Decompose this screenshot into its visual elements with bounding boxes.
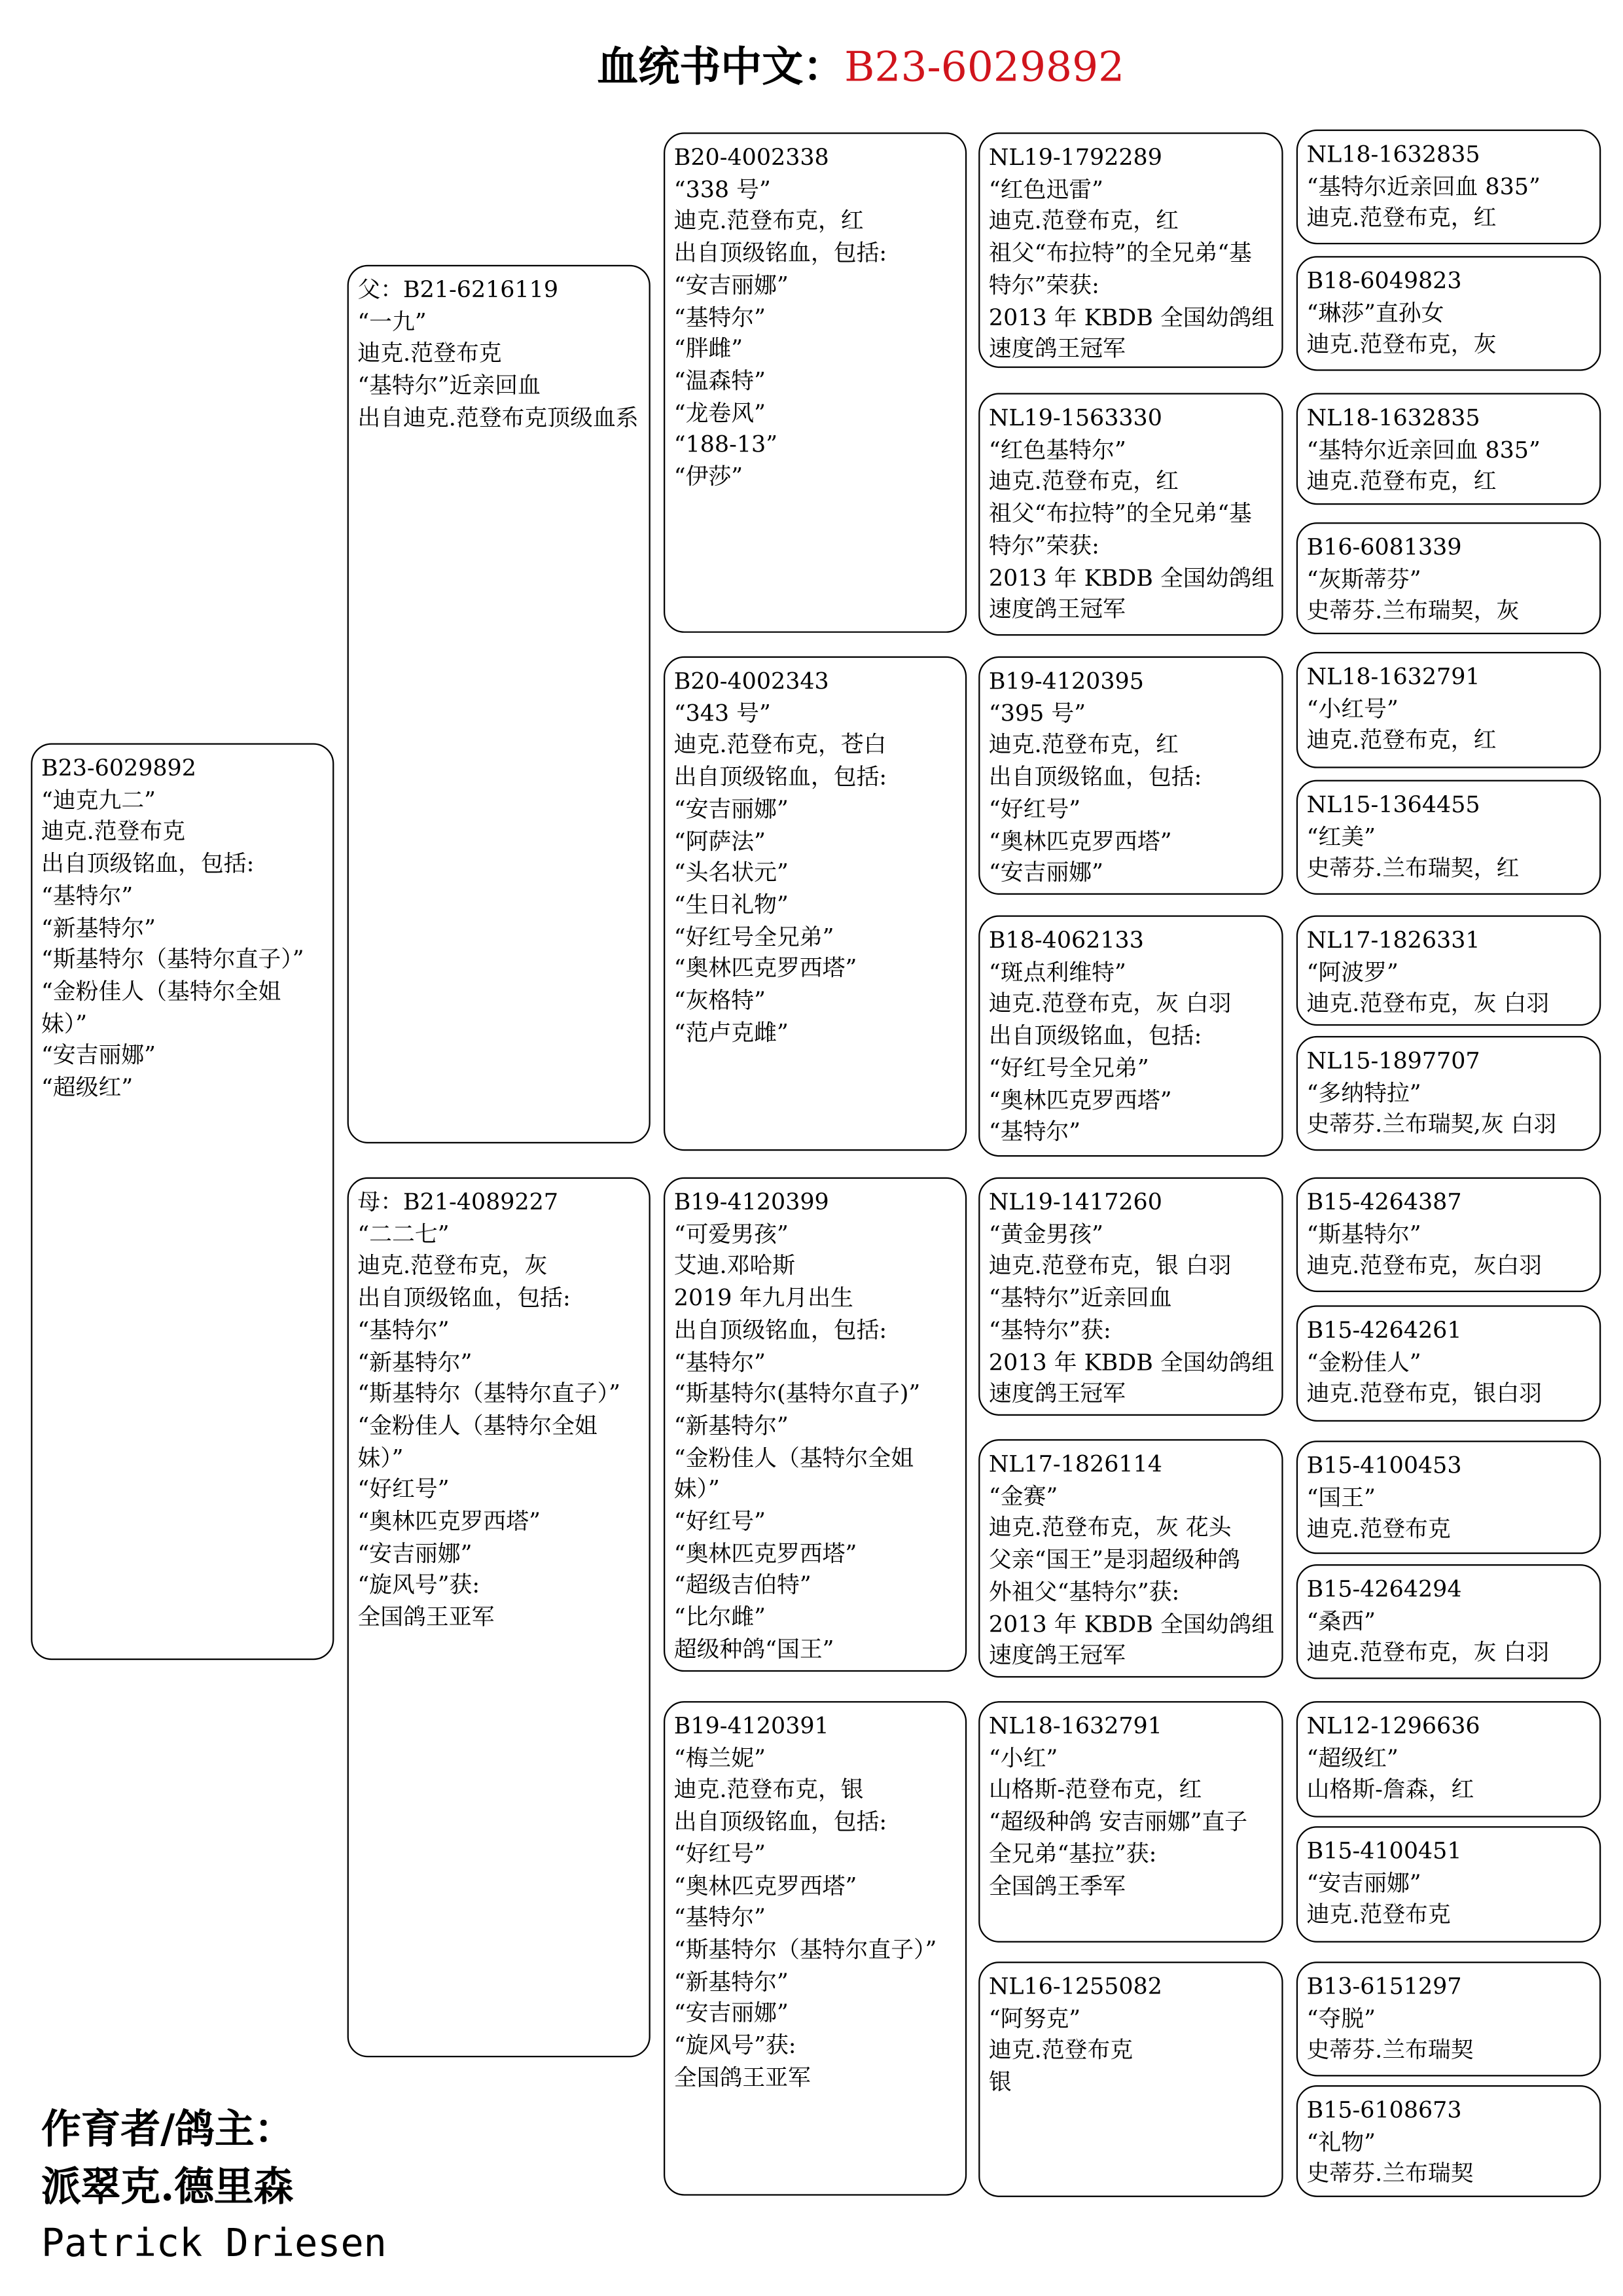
card-line: 超级种鸽“国王” (673, 1636, 834, 1663)
card-line: “基特尔近亲回血 835” (1306, 173, 1541, 200)
ring-number: NL19-1792289 (988, 144, 1162, 171)
card-line: 迪克.范登布克，红 (1306, 727, 1497, 755)
card-line: “红色基特尔” (988, 437, 1126, 463)
card-line: “小红号” (1306, 695, 1399, 723)
great-grandparent-card (978, 393, 1283, 636)
card-line: “范卢克雌” (673, 1019, 789, 1047)
gen5-card (1296, 393, 1601, 505)
dam-card (348, 1177, 651, 2058)
card-line: 迪克.范登布克，灰 花头 (988, 1515, 1232, 1541)
ring-number: NL19-1417260 (988, 1189, 1162, 1216)
card-line: “灰格特” (673, 987, 766, 1014)
card-line: “奥林匹克罗西塔” (988, 1086, 1172, 1113)
ring-number: NL18-1632835 (1306, 404, 1480, 431)
card-line: “超级种鸽 安吉丽娜”直子 (988, 1808, 1248, 1836)
card-line: “超级吉伯特” (673, 1572, 812, 1599)
great-grandparent-card (978, 132, 1283, 368)
card-line: “好红号全兄弟” (673, 924, 834, 950)
card-line: 外祖父“基特尔”获: (988, 1579, 1180, 1605)
ring-number: B23-6029892 (41, 755, 196, 781)
ring-number: NL12-1296636 (1306, 1713, 1480, 1740)
card-line: “可爱男孩” (673, 1221, 789, 1247)
card-line: 迪克.范登布克，红 (988, 207, 1179, 235)
ring-number: B15-6108673 (1306, 2096, 1462, 2124)
ring-number: B16-6081339 (1306, 534, 1462, 561)
card-line: “龙卷风” (673, 399, 766, 427)
ring-number: NL17-1826114 (988, 1450, 1162, 1478)
card-line: 迪克.范登布克，灰白羽 (1306, 1253, 1543, 1280)
card-line: “好红号” (673, 1840, 766, 1867)
card-line: “基特尔” (988, 1119, 1081, 1145)
card-line: “金粉佳人（基特尔全姐妹）” (41, 978, 281, 1037)
card-line: 迪克.范登布克，银白羽 (1306, 1380, 1543, 1408)
card-line: 史蒂芬.兰布瑞契 (1306, 2037, 1474, 2064)
card-line: “基特尔”获: (988, 1316, 1111, 1344)
card-line: “新基特尔” (673, 1412, 789, 1439)
card-line: “好红号” (357, 1476, 450, 1503)
gen5-card (1296, 1305, 1601, 1422)
card-line: 2013 年 KBDB 全国幼鸽组速度鸽王冠军 (988, 1610, 1275, 1670)
great-grandparent-card (978, 916, 1283, 1157)
ring-number: NL18-1632835 (1306, 141, 1480, 168)
card-line: “阿波罗” (1306, 959, 1399, 986)
card-line: “好红号” (673, 1508, 766, 1535)
card-line: 迪克.范登布克 (41, 819, 186, 846)
page-title (0, 35, 1623, 94)
card-line: 银 (988, 2069, 1012, 2096)
grandparent-card (664, 132, 967, 632)
card-line: 迪克.范登布克 (1306, 1516, 1451, 1543)
card-line: “新基特尔” (673, 1968, 789, 1995)
card-line: “新基特尔” (41, 914, 156, 941)
subject-card (31, 743, 334, 1660)
card-line: 迪克.范登布克，红 (1306, 468, 1497, 495)
ring-number: B20-4002338 (673, 144, 829, 171)
card-line: “基特尔” (673, 304, 766, 331)
breeder-name-cn: 派翠克.德里森 (41, 2164, 294, 2211)
card-line: 全兄弟“基拉”获: (988, 1840, 1157, 1867)
card-line: “斯基特尔（基特尔直子）” (357, 1380, 620, 1407)
card-line: “安吉丽娜” (357, 1540, 473, 1567)
card-line: 迪克.范登布克，红 (988, 468, 1179, 495)
card-line: 出自顶级铭血，包括: (673, 764, 887, 791)
card-line: “343 号” (673, 700, 771, 727)
great-grandparent-card (978, 1177, 1283, 1416)
card-line: 迪克.范登布克，红 (988, 732, 1179, 759)
card-line: “超级红” (1306, 1744, 1399, 1772)
card-line: “金粉佳人（基特尔全姐妹）” (673, 1444, 914, 1503)
card-line: 出自顶级铭血，包括: (673, 1316, 887, 1344)
card-line: “小红” (988, 1744, 1058, 1772)
ring-number: B20-4002343 (673, 668, 829, 695)
card-line: 史蒂芬.兰布瑞契 (1306, 2161, 1474, 2188)
card-line: “基特尔” (673, 1904, 766, 1931)
card-line: 祖父“布拉特”的全兄弟“基特尔”荣获: (988, 500, 1252, 559)
title-label: 血统书中文： (597, 43, 845, 92)
card-line: “阿努克” (988, 2005, 1081, 2032)
card-line: “基特尔”近亲回血 (357, 372, 541, 399)
card-line: “金赛” (988, 1482, 1058, 1510)
card-line: 迪克.范登布克，灰 (1306, 331, 1497, 359)
gen5-card (1296, 522, 1601, 634)
card-line: 出自顶级铭血，包括: (988, 1022, 1202, 1050)
ring-number: B19-4120399 (673, 1189, 829, 1216)
ring-number: 父：B21-6216119 (357, 276, 559, 304)
card-line: “基特尔”近亲回血 (988, 1285, 1172, 1312)
card-line: “红色迅雷” (988, 176, 1103, 203)
card-line: 祖父“布拉特”的全兄弟“基特尔”荣获: (988, 240, 1252, 299)
card-line: 迪克.范登布克，灰 (357, 1253, 548, 1280)
card-line: 迪克.范登布克，红 (1306, 205, 1497, 232)
card-line: 全国鸽王亚军 (673, 2064, 811, 2091)
gen5-card (1296, 130, 1601, 244)
card-line: 迪克.范登布克 (357, 340, 502, 367)
gen5-card (1296, 780, 1601, 895)
card-line: “金粉佳人” (1306, 1349, 1421, 1376)
card-line: 迪克.范登布克，银 (673, 1776, 864, 1804)
ring-number: NL15-1897707 (1306, 1047, 1480, 1075)
card-line: “安吉丽娜” (673, 272, 789, 299)
title-ring-number: B23-6029892 (844, 43, 1125, 92)
card-line: “安吉丽娜” (1306, 1870, 1421, 1897)
ring-number: NL18-1632791 (988, 1713, 1162, 1740)
card-line: “好红号全兄弟” (988, 1054, 1149, 1082)
card-line: 2019 年九月出生 (673, 1285, 853, 1312)
card-line: “安吉丽娜” (673, 2000, 789, 2027)
ring-number: B15-4100453 (1306, 1452, 1462, 1479)
card-line: “旋风号”获: (673, 2032, 796, 2059)
card-line: “安吉丽娜” (988, 859, 1103, 887)
card-line: “迪克九二” (41, 787, 156, 814)
card-line: 全国鸽王季军 (988, 1873, 1126, 1899)
gen5-card (1296, 256, 1601, 370)
card-line: 史蒂芬.兰布瑞契,灰 白羽 (1306, 1111, 1557, 1138)
ring-number: NL18-1632791 (1306, 664, 1480, 691)
card-line: 迪克.范登布克 (1306, 1901, 1451, 1929)
card-line: “夺脱” (1306, 2005, 1376, 2032)
card-line: “梅兰妮” (673, 1744, 766, 1772)
breeder-name-en: Patrick Driesen (41, 2222, 387, 2267)
card-line: “琳莎”直孙女 (1306, 300, 1444, 327)
card-line: “多纳特拉” (1306, 1079, 1421, 1107)
card-line: “新基特尔” (357, 1348, 473, 1376)
ring-number: NL17-1826331 (1306, 927, 1480, 954)
grandparent-card (664, 1177, 967, 1672)
card-line: 迪克.范登布克 (988, 2037, 1133, 2064)
card-line: “红美” (1306, 823, 1376, 850)
card-line: “斯基特尔(基特尔直子)” (673, 1380, 921, 1407)
grandparent-card (664, 656, 967, 1151)
card-line: “奥林匹克罗西塔” (673, 1873, 857, 1899)
card-line: “338 号” (673, 176, 771, 203)
gen5-card (1296, 1962, 1601, 2076)
card-line: “温森特” (673, 367, 766, 395)
gen5-card (1296, 2085, 1601, 2197)
card-line: 出自顶级铭血，包括: (41, 850, 255, 878)
great-grandparent-card (978, 656, 1283, 895)
card-line: “伊莎” (673, 463, 743, 490)
card-line: 迪克.范登布克，苍白 (673, 732, 887, 759)
card-line: “好红号” (988, 795, 1081, 823)
card-line: 艾迪.邓哈斯 (673, 1253, 796, 1280)
card-line: “礼物” (1306, 2128, 1376, 2156)
card-line: “188-13” (673, 431, 778, 458)
card-line: “超级红” (41, 1074, 134, 1101)
card-line: “奥林匹克罗西塔” (673, 955, 857, 982)
card-line: “灰斯蒂芬” (1306, 565, 1421, 593)
great-grandparent-card (978, 1962, 1283, 2197)
card-line: 父亲“国王”是羽超级种鸽 (988, 1547, 1241, 1573)
ring-number: NL19-1563330 (988, 404, 1162, 431)
great-grandparent-card (978, 1701, 1283, 1943)
card-line: 全国鸽王亚军 (357, 1604, 495, 1631)
card-line: 出自顶级铭血，包括: (673, 1808, 887, 1836)
card-line: 出自顶级铭血，包括: (988, 764, 1202, 791)
card-line: 2013 年 KBDB 全国幼鸽组速度鸽王冠军 (988, 1348, 1275, 1407)
card-line: “斯基特尔（基特尔直子）” (673, 1936, 937, 1964)
card-line: “头名状元” (673, 859, 789, 887)
card-line: “生日礼物” (673, 891, 789, 918)
card-line: “胖雌” (673, 336, 743, 363)
card-line: 迪克.范登布克，红 (673, 207, 864, 235)
card-line: “斯基特尔” (1306, 1221, 1421, 1247)
ring-number: NL15-1364455 (1306, 791, 1480, 819)
gen5-card (1296, 1441, 1601, 1554)
card-line: “桑西” (1306, 1607, 1376, 1635)
gen5-card (1296, 1177, 1601, 1292)
ring-number: B19-4120395 (988, 668, 1144, 695)
gen5-card (1296, 1826, 1601, 1943)
gen5-card (1296, 1701, 1601, 1818)
ring-number: B13-6151297 (1306, 1973, 1462, 2000)
gen5-card (1296, 1036, 1601, 1151)
card-line: 史蒂芬.兰布瑞契，红 (1306, 855, 1520, 882)
card-line: “基特尔” (41, 882, 134, 910)
card-line: “一九” (357, 308, 427, 335)
gen5-card (1296, 916, 1601, 1026)
ring-number: B18-4062133 (988, 927, 1144, 954)
sire-card (348, 265, 651, 1143)
breeder-label: 作育者/鸽主： (41, 2107, 294, 2153)
ring-number: B15-4264294 (1306, 1576, 1462, 1603)
card-line: “安吉丽娜” (41, 1042, 156, 1069)
card-line: “奥林匹克罗西塔” (357, 1508, 541, 1535)
card-line: “旋风号”获: (357, 1572, 480, 1599)
breeder-block (41, 2102, 387, 2274)
card-line: “斯基特尔（基特尔直子）” (41, 946, 304, 973)
card-line: 山格斯-范登布克，红 (988, 1776, 1202, 1804)
great-grandparent-card (978, 1439, 1283, 1677)
card-line: “奥林匹克罗西塔” (988, 827, 1172, 855)
card-line: 出自顶级铭血，包括: (673, 240, 887, 267)
card-line: “金粉佳人（基特尔全姐妹）” (357, 1412, 597, 1471)
card-line: “阿萨法” (673, 827, 766, 855)
card-line: “基特尔” (357, 1316, 450, 1344)
card-line: 迪克.范登布克，银 白羽 (988, 1253, 1232, 1280)
card-line: “395 号” (988, 700, 1086, 727)
grandparent-card (664, 1701, 967, 2195)
card-line: “二二七” (357, 1221, 450, 1247)
ring-number: NL16-1255082 (988, 1973, 1162, 2000)
card-line: “斑点利维特” (988, 959, 1126, 986)
card-line: “基特尔近亲回血 835” (1306, 437, 1541, 463)
card-line: 史蒂芬.兰布瑞契，灰 (1306, 598, 1520, 625)
card-line: 出自迪克.范登布克顶级血系 (357, 404, 639, 431)
ring-number: B18-6049823 (1306, 268, 1462, 295)
card-line: “国王” (1306, 1484, 1376, 1511)
card-line: “奥林匹克罗西塔” (673, 1540, 857, 1567)
card-line: 迪克.范登布克，灰 白羽 (1306, 991, 1550, 1018)
ring-number: B15-4100451 (1306, 1838, 1462, 1865)
card-line: 出自顶级铭血，包括: (357, 1285, 571, 1312)
card-line: 迪克.范登布克，灰 白羽 (1306, 1640, 1550, 1667)
card-line: “比尔雌” (673, 1604, 766, 1631)
card-line: “基特尔” (673, 1348, 766, 1376)
card-line: “安吉丽娜” (673, 795, 789, 823)
ring-number: 母：B21-4089227 (357, 1189, 559, 1216)
ring-number: B15-4264261 (1306, 1317, 1462, 1344)
card-line: 2013 年 KBDB 全国幼鸽组速度鸽王冠军 (988, 564, 1275, 623)
ring-number: B19-4120391 (673, 1713, 829, 1740)
gen5-card (1296, 1564, 1601, 1679)
card-line: 迪克.范登布克，灰 白羽 (988, 991, 1232, 1018)
card-line: “黄金男孩” (988, 1221, 1103, 1247)
card-line: 2013 年 KBDB 全国幼鸽组速度鸽王冠军 (988, 304, 1275, 363)
card-line: 山格斯-詹森，红 (1306, 1776, 1474, 1804)
ring-number: B15-4264387 (1306, 1189, 1462, 1216)
gen5-card (1296, 652, 1601, 768)
